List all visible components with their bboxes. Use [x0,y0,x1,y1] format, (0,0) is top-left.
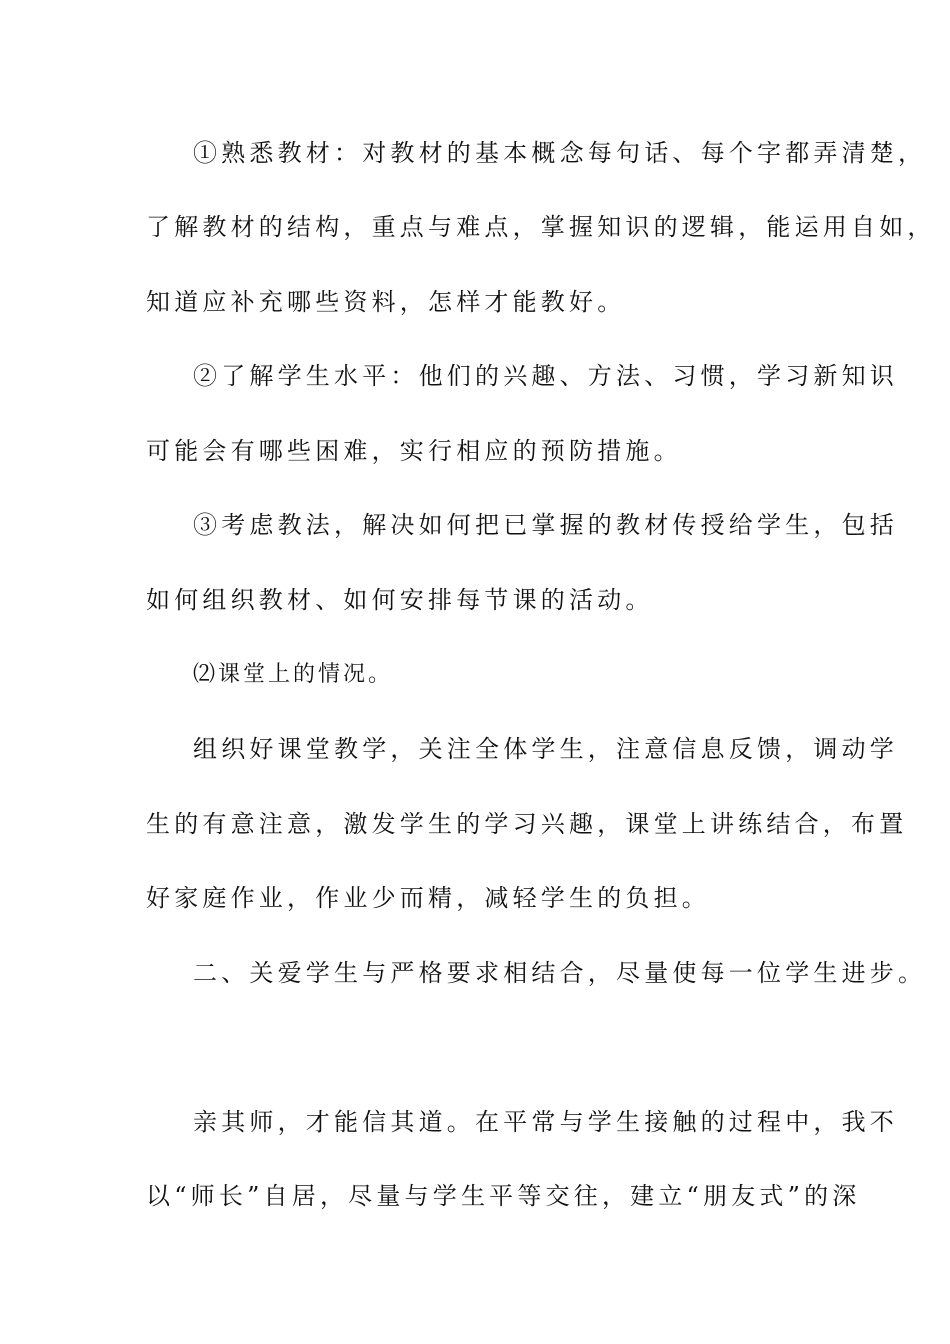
section-title: 二、关爱学生与严格要求相结合，尽量使每一位学生进步。 [193,959,927,987]
text-line-11: 好家庭作业，作业少而精，减轻学生的负担。 [146,884,710,912]
section-heading: ⑵课堂上的情况。 [193,662,394,687]
text-line-3: 知道应补充哪些资料，怎样才能教好。 [146,288,626,316]
text-line-13: 亲其师，才能信其道。在平常与学生接触的过程中，我不 [193,1108,898,1136]
text-line-14: 以“师长”自居，尽量与学生平等交往，建立“朋友式”的深 [146,1182,861,1210]
text-line-10: 生的有意注意，激发学生的学习兴趣，课堂上讲练结合，布置 [146,810,908,838]
text-line-4: ②了解学生水平：他们的兴趣、方法、习惯，学习新知识 [193,362,898,390]
text-line-2: 了解教材的结构，重点与难点，掌握知识的逻辑，能运用自如， [146,213,936,241]
text-line-1: ①熟悉教材：对教材的基本概念每句话、每个字都弄清楚， [193,139,927,167]
text-line-7: 如何组织教材、如何安排每节课的活动。 [146,586,654,614]
text-line-5: 可能会有哪些困难，实行相应的预防措施。 [146,437,682,465]
text-line-6: ③考虑教法，解决如何把已掌握的教材传授给学生，包括 [193,511,898,539]
text-line-9: 组织好课堂教学，关注全体学生，注意信息反馈，调动学 [193,735,898,763]
